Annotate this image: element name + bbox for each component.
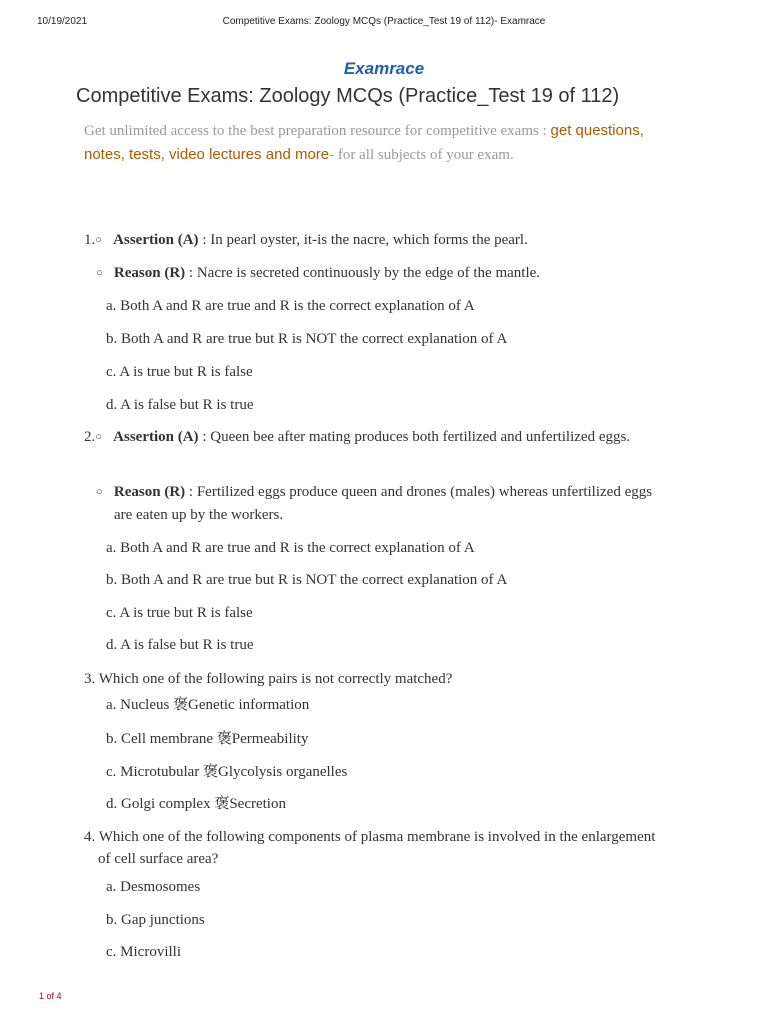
promo-text-end: - for all subjects of your exam. <box>329 147 514 163</box>
q2-option-c[interactable]: c. A is true but R is false <box>106 605 253 621</box>
q1-number: 1. <box>84 232 96 248</box>
q4-option-b[interactable]: b. Gap junctions <box>106 912 205 928</box>
promo-text <box>84 119 684 167</box>
bullet-circle-icon: ○ <box>95 431 102 443</box>
q2-number: 2. <box>84 429 96 445</box>
q1-option-c[interactable]: c. A is true but R is false <box>106 364 253 380</box>
q3-option-b[interactable]: b. Cell membrane 褒Permeability <box>106 731 309 747</box>
bullet-circle-icon: ○ <box>96 267 103 279</box>
q2-assertion <box>84 426 713 449</box>
q2-option-a[interactable]: a. Both A and R are true and R is the correct explanation of A <box>106 540 475 556</box>
q4-option-a[interactable]: a. Desmosomes <box>106 879 201 895</box>
q1-option-d[interactable]: d. A is false but R is true <box>106 397 254 413</box>
q1-assertion-text: : In pearl oyster, it-is the nacre, which forms the pearl. <box>198 232 528 248</box>
q1-reason <box>96 262 540 285</box>
bullet-circle-icon: ○ <box>95 234 102 246</box>
page-counter: 1 of 4 <box>39 991 62 1001</box>
q2-assertion-label: Assertion (A) <box>113 429 199 445</box>
q2-reason-label: Reason (R) <box>113 484 186 500</box>
q3-option-c[interactable]: c. Microtubular 褒Glycolysis organelles <box>106 764 348 780</box>
q1-option-b[interactable]: b. Both A and R are true but R is NOT the correct explanation of A <box>106 331 508 347</box>
q4-option-c[interactable]: c. Microvilli <box>106 944 181 960</box>
q1-option-a[interactable]: a. Both A and R are true and R is the correct explanation of A <box>106 298 475 314</box>
q1-reason-label: Reason (R) <box>113 265 186 281</box>
q1-assertion <box>84 229 528 252</box>
print-date: 10/19/2021 <box>37 16 88 27</box>
q3-stem: 3. Which one of the following pairs is not correctly matched? <box>84 671 453 687</box>
page-title: Competitive Exams: Zoology MCQs (Practice_Test 19 of 112) <box>76 85 620 107</box>
q2-option-d[interactable]: d. A is false but R is true <box>106 637 254 653</box>
q4-stem: 4. Which one of the following components of plasma membrane is involved in the enlargement of cell surface area? <box>84 829 656 867</box>
q2-reason-text: : Fertilized eggs produce queen and drones (males) whereas unfertilized eggs are eaten up by the workers. <box>114 484 653 523</box>
q2-option-b[interactable]: b. Both A and R are true but R is NOT the correct explanation of A <box>106 572 508 588</box>
brand-logo[interactable]: Examrace <box>343 59 425 78</box>
q2-reason <box>96 481 654 526</box>
q2-assertion-text: : Queen bee after mating produces both fertilized and unfertilized eggs. <box>198 429 631 445</box>
q1-reason-text: : Nacre is secreted continuously by the edge of the mantle. <box>185 265 541 281</box>
q3-option-d[interactable]: d. Golgi complex 褒Secretion <box>106 796 286 812</box>
promo-text-start: Get unlimited access to the best preparation resource for competitive exams : <box>84 123 551 139</box>
print-page-title: Competitive Exams: Zoology MCQs (Practice_Test 19 of 112)- Examrace <box>222 16 546 27</box>
q1-assertion-label: Assertion (A) <box>113 232 199 248</box>
promo-link[interactable]: get questions, notes, tests, video lectures and more <box>84 122 644 163</box>
q3-option-a[interactable]: a. Nucleus 褒Genetic information <box>106 697 310 713</box>
bullet-circle-icon: ○ <box>96 486 103 498</box>
